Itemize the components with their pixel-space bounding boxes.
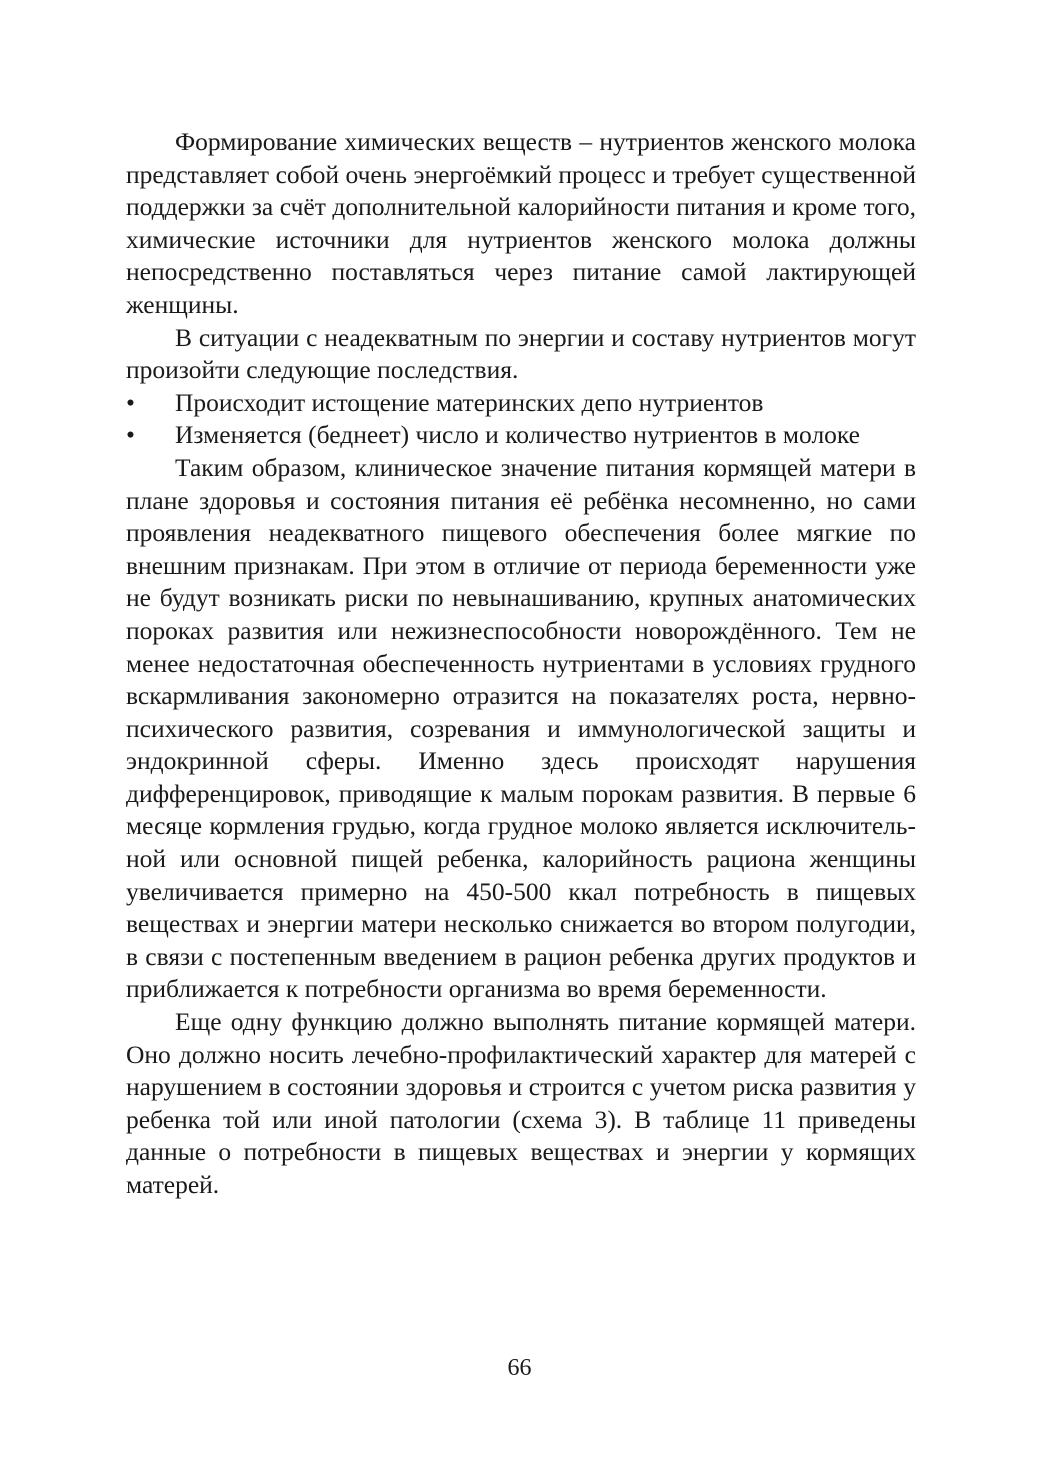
consequences-list [126,387,916,452]
list-item [126,419,916,452]
list-item [126,387,916,420]
body-text [126,126,916,1202]
bullet-icon: • [126,420,135,450]
page-number: 66 [507,1355,532,1381]
list-item-text: Происходит истощение материнских депо нутриентов [175,387,764,417]
paragraph-clinical-significance: Таким образом, клиническое значение питания кормящей матери в плане здоровья и состояния питания её ребёнка несомненно, но сами проявления неадекватного пищевого обеспечения более мягкие по внешним признакам. При этом в отличие от периода беременности уже не будут возникать риски по невынашиванию, крупных анатомических пороках развития или нежизнеспособности новорождённого. Тем не менее недостаточная обеспеченность нутриентами в условиях грудного вскармливания закономерно отразится на показателях роста, нервно-психического развития, созревания и иммунологической защиты и эндокринной сферы. Именно здесь происходят нарушения дифференцировок, приводящие к малым порокам развития. В первые 6 месяце кормления грудью, когда грудное молоко является исключительной или основной пищей ребенка, калорийность рациона женщины увеличивается примерно на 450-500 ккал потребность в пищевых веществах и энергии матери несколько снижается во втором полугодии, в связи с постепенным введением в рацион ребенка других продуктов и приближается к потребности организма во время беременности. [126,452,916,1004]
paragraph-inadequate-nutrition: В ситуации с неадекватным по энергии и составу нутриентов могут произойти следующие последствия. [126,322,916,385]
list-item-text: Изменяется (беднеет) число и количество нутриентов в молоке [175,420,861,450]
paragraph-nutrients-formation: Формирование химических веществ – нутриентов женского молока представляет собой очень энергоёмкий процесс и требует существенной поддержки за счёт дополнительной калорийности питания и кроме того, химические источники для нутриентов женского молока должны непосредственно поставляться через питание самой лактирующей женщины. [126,127,916,319]
paragraph-therapeutic-function: Еще одну функцию должно выполнять питание кормящей матери. Оно должно носить лечебно-профилактический характер для матерей с нарушением в состоянии здоровья и строится с учетом риска развития у ребенка той или иной патологии (схема 3). В таблице 11 приведены данные о потребности в пищевых веществах и энергии у кормящих матерей. [126,1007,916,1199]
bullet-icon: • [126,387,135,417]
